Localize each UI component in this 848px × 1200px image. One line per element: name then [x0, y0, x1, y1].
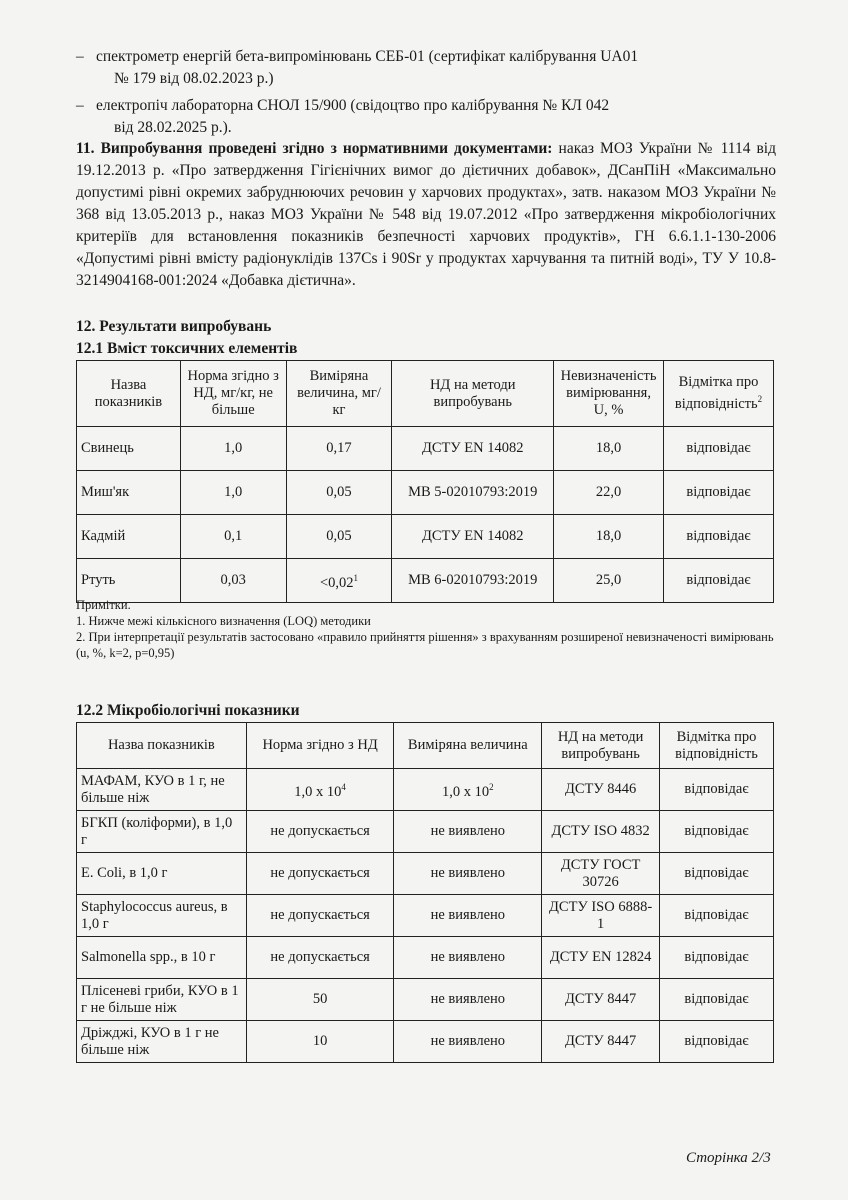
table-header-row	[77, 723, 774, 769]
section-11-text: наказ МОЗ України № 1114 від 19.12.2013 р. «Про затвердження Гігієнічних вимог до дієтичних добавок», ДСанПіН «Максимально допустимі рівні окремих забруднюючих речовин у харчових продуктах», затв. наказом МОЗ України № 368 від 13.05.2013 р., наказ МОЗ України № 548 від 19.07.2012 «Про затвердження мікробіологічних критеріїв для встановлення показників безпечності харчових продуктів», ГН 6.6.1.1-130-2006 «Допустимі рівні вмісту радіонуклідів 137Cs і 90Sr у продуктах харчування та питній воді», ТУ У 10.8-3214904168-001:2024 «Добавка дієтична».	[76, 140, 777, 289]
cell-norm: 1,0	[180, 471, 286, 515]
section-12-heading: 12. Результати випробувань	[76, 318, 272, 335]
cell-uncertainty: 22,0	[554, 471, 664, 515]
column-header: НД на методи випробувань	[542, 723, 660, 769]
microbiological-table	[76, 722, 774, 1063]
column-header: Норма згідно з НД, мг/кг, не більше	[180, 361, 286, 427]
cell-method: МВ 5-02010793:2019	[392, 471, 554, 515]
equipment-line: електропіч лабораторна СНОЛ 15/900 (свідоцтво про калібрування № КЛ 042	[96, 97, 610, 114]
cell-mark: відповідає	[664, 515, 774, 559]
table-row	[77, 769, 774, 811]
cell-mark: відповідає	[664, 471, 774, 515]
table-header-row	[77, 361, 774, 427]
cell-method: ДСТУ ISO 4832	[542, 811, 660, 853]
footnote-ref: 1	[353, 572, 359, 583]
cell-norm: 1,0	[180, 427, 286, 471]
equipment-item	[76, 46, 796, 90]
cell-norm: не допускається	[246, 895, 394, 937]
equipment-line: від 28.02.2025 р.).	[114, 119, 232, 136]
cell-method: ДСТУ EN 14082	[392, 427, 554, 471]
cell-norm: не допускається	[246, 937, 394, 979]
cell-name: МАФАМ, КУО в 1 г, не більше ніж	[77, 769, 247, 811]
exponent: 4	[341, 781, 346, 792]
cell-norm: не допускається	[246, 853, 394, 895]
table-notes	[76, 597, 776, 661]
cell-measured: не виявлено	[394, 1021, 542, 1063]
cell-mark: відповідає	[660, 769, 774, 811]
cell-method: ДСТУ 8446	[542, 769, 660, 811]
cell-measured-text: <0,02	[319, 574, 354, 591]
cell-measured: не виявлено	[394, 853, 542, 895]
cell-norm	[246, 769, 394, 811]
table-row	[77, 853, 774, 895]
column-header: Назва показників	[77, 723, 247, 769]
equipment-line: № 179 від 08.02.2023 р.)	[114, 70, 274, 87]
cell-method: ДСТУ ISO 6888-1	[542, 895, 660, 937]
column-header: НД на методи випробувань	[392, 361, 554, 427]
cell-uncertainty: 18,0	[554, 427, 664, 471]
cell-norm: 10	[246, 1021, 394, 1063]
column-header-text: Відмітка про відповідність	[674, 374, 759, 412]
dash-marker: –	[76, 97, 84, 114]
cell-norm: 0,1	[180, 515, 286, 559]
exponent: 2	[489, 781, 494, 792]
table-row	[77, 979, 774, 1021]
cell-measured	[394, 769, 542, 811]
cell-method: ДСТУ ГОСТ 30726	[542, 853, 660, 895]
cell-name: Ртуть	[77, 559, 181, 603]
cell-name: Salmonella spp., в 10 г	[77, 937, 247, 979]
table-row	[77, 471, 774, 515]
table-row	[77, 427, 774, 471]
cell-method: ДСТУ 8447	[542, 979, 660, 1021]
cell-mark: відповідає	[660, 979, 774, 1021]
cell-mark: відповідає	[660, 811, 774, 853]
cell-norm: не допускається	[246, 811, 394, 853]
column-header: Виміряна величина, мг/кг	[286, 361, 392, 427]
cell-mark: відповідає	[660, 937, 774, 979]
table-row	[77, 895, 774, 937]
section-12-2-heading: 12.2 Мікробіологічні показники	[76, 702, 300, 719]
cell-method: ДСТУ EN 14082	[392, 515, 554, 559]
section-11-heading: 11. Випробування проведені згідно з нормативними документами:	[76, 140, 553, 157]
cell-mark: відповідає	[664, 427, 774, 471]
equipment-item	[76, 95, 796, 139]
column-header	[664, 361, 774, 427]
table-row	[77, 811, 774, 853]
table-row	[77, 515, 774, 559]
cell-mark: відповідає	[660, 853, 774, 895]
cell-name: Свинець	[77, 427, 181, 471]
cell-measured: не виявлено	[394, 937, 542, 979]
footnote-ref: 2	[757, 394, 763, 405]
cell-measured: не виявлено	[394, 979, 542, 1021]
cell-name: Плісеневі гриби, КУО в 1 г не більше ніж	[77, 979, 247, 1021]
column-header: Норма згідно з НД	[246, 723, 394, 769]
cell-norm-text: 1,0 x 10	[294, 783, 342, 800]
column-header: Назва показників	[77, 361, 181, 427]
cell-mark: відповідає	[664, 559, 774, 603]
table-row	[77, 1021, 774, 1063]
cell-measured: 0,17	[286, 427, 392, 471]
column-header: Невизначеність вимірювання, U, %	[554, 361, 664, 427]
cell-uncertainty: 18,0	[554, 515, 664, 559]
column-header: Відмітка про відповідність	[660, 723, 774, 769]
cell-measured: не виявлено	[394, 895, 542, 937]
column-header: Виміряна величина	[394, 723, 542, 769]
cell-method: МВ 6-02010793:2019	[392, 559, 554, 603]
note-1: 1. Нижче межі кількісного визначення (LOQ) методики	[76, 614, 371, 628]
cell-measured: 0,05	[286, 515, 392, 559]
section-12-1-heading: 12.1 Вміст токсичних елементів	[76, 340, 298, 357]
cell-measured	[286, 559, 392, 603]
cell-mark: відповідає	[660, 895, 774, 937]
cell-measured: не виявлено	[394, 811, 542, 853]
table-row	[77, 937, 774, 979]
table-row	[77, 559, 774, 603]
dash-marker: –	[76, 48, 84, 65]
cell-measured: 0,05	[286, 471, 392, 515]
toxic-elements-table	[76, 360, 774, 603]
cell-norm: 50	[246, 979, 394, 1021]
notes-title: Примітки.	[76, 598, 131, 612]
cell-uncertainty: 25,0	[554, 559, 664, 603]
cell-name: Staphylococcus aureus, в 1,0 г	[77, 895, 247, 937]
cell-name: БГКП (коліформи), в 1,0 г	[77, 811, 247, 853]
note-2: 2. При інтерпретації результатів застосовано «правило прийняття рішення» з врахуванням розширеної невизначеності вимірювань (u, %, k=2, p=0,95)	[76, 630, 774, 660]
cell-name: Миш'як	[77, 471, 181, 515]
cell-method: ДСТУ EN 12824	[542, 937, 660, 979]
equipment-line: спектрометр енергій бета-випромінювань СЕБ-01 (сертифікат калібрування UA01	[96, 48, 639, 65]
page-number: Сторінка 2/3	[686, 1150, 771, 1166]
cell-name: E. Coli, в 1,0 г	[77, 853, 247, 895]
cell-measured-text: 1,0 x 10	[442, 783, 490, 800]
cell-mark: відповідає	[660, 1021, 774, 1063]
cell-name: Кадмій	[77, 515, 181, 559]
cell-method: ДСТУ 8447	[542, 1021, 660, 1063]
cell-norm: 0,03	[180, 559, 286, 603]
section-11-paragraph	[76, 138, 776, 292]
cell-name: Дріжджі, КУО в 1 г не більше ніж	[77, 1021, 247, 1063]
